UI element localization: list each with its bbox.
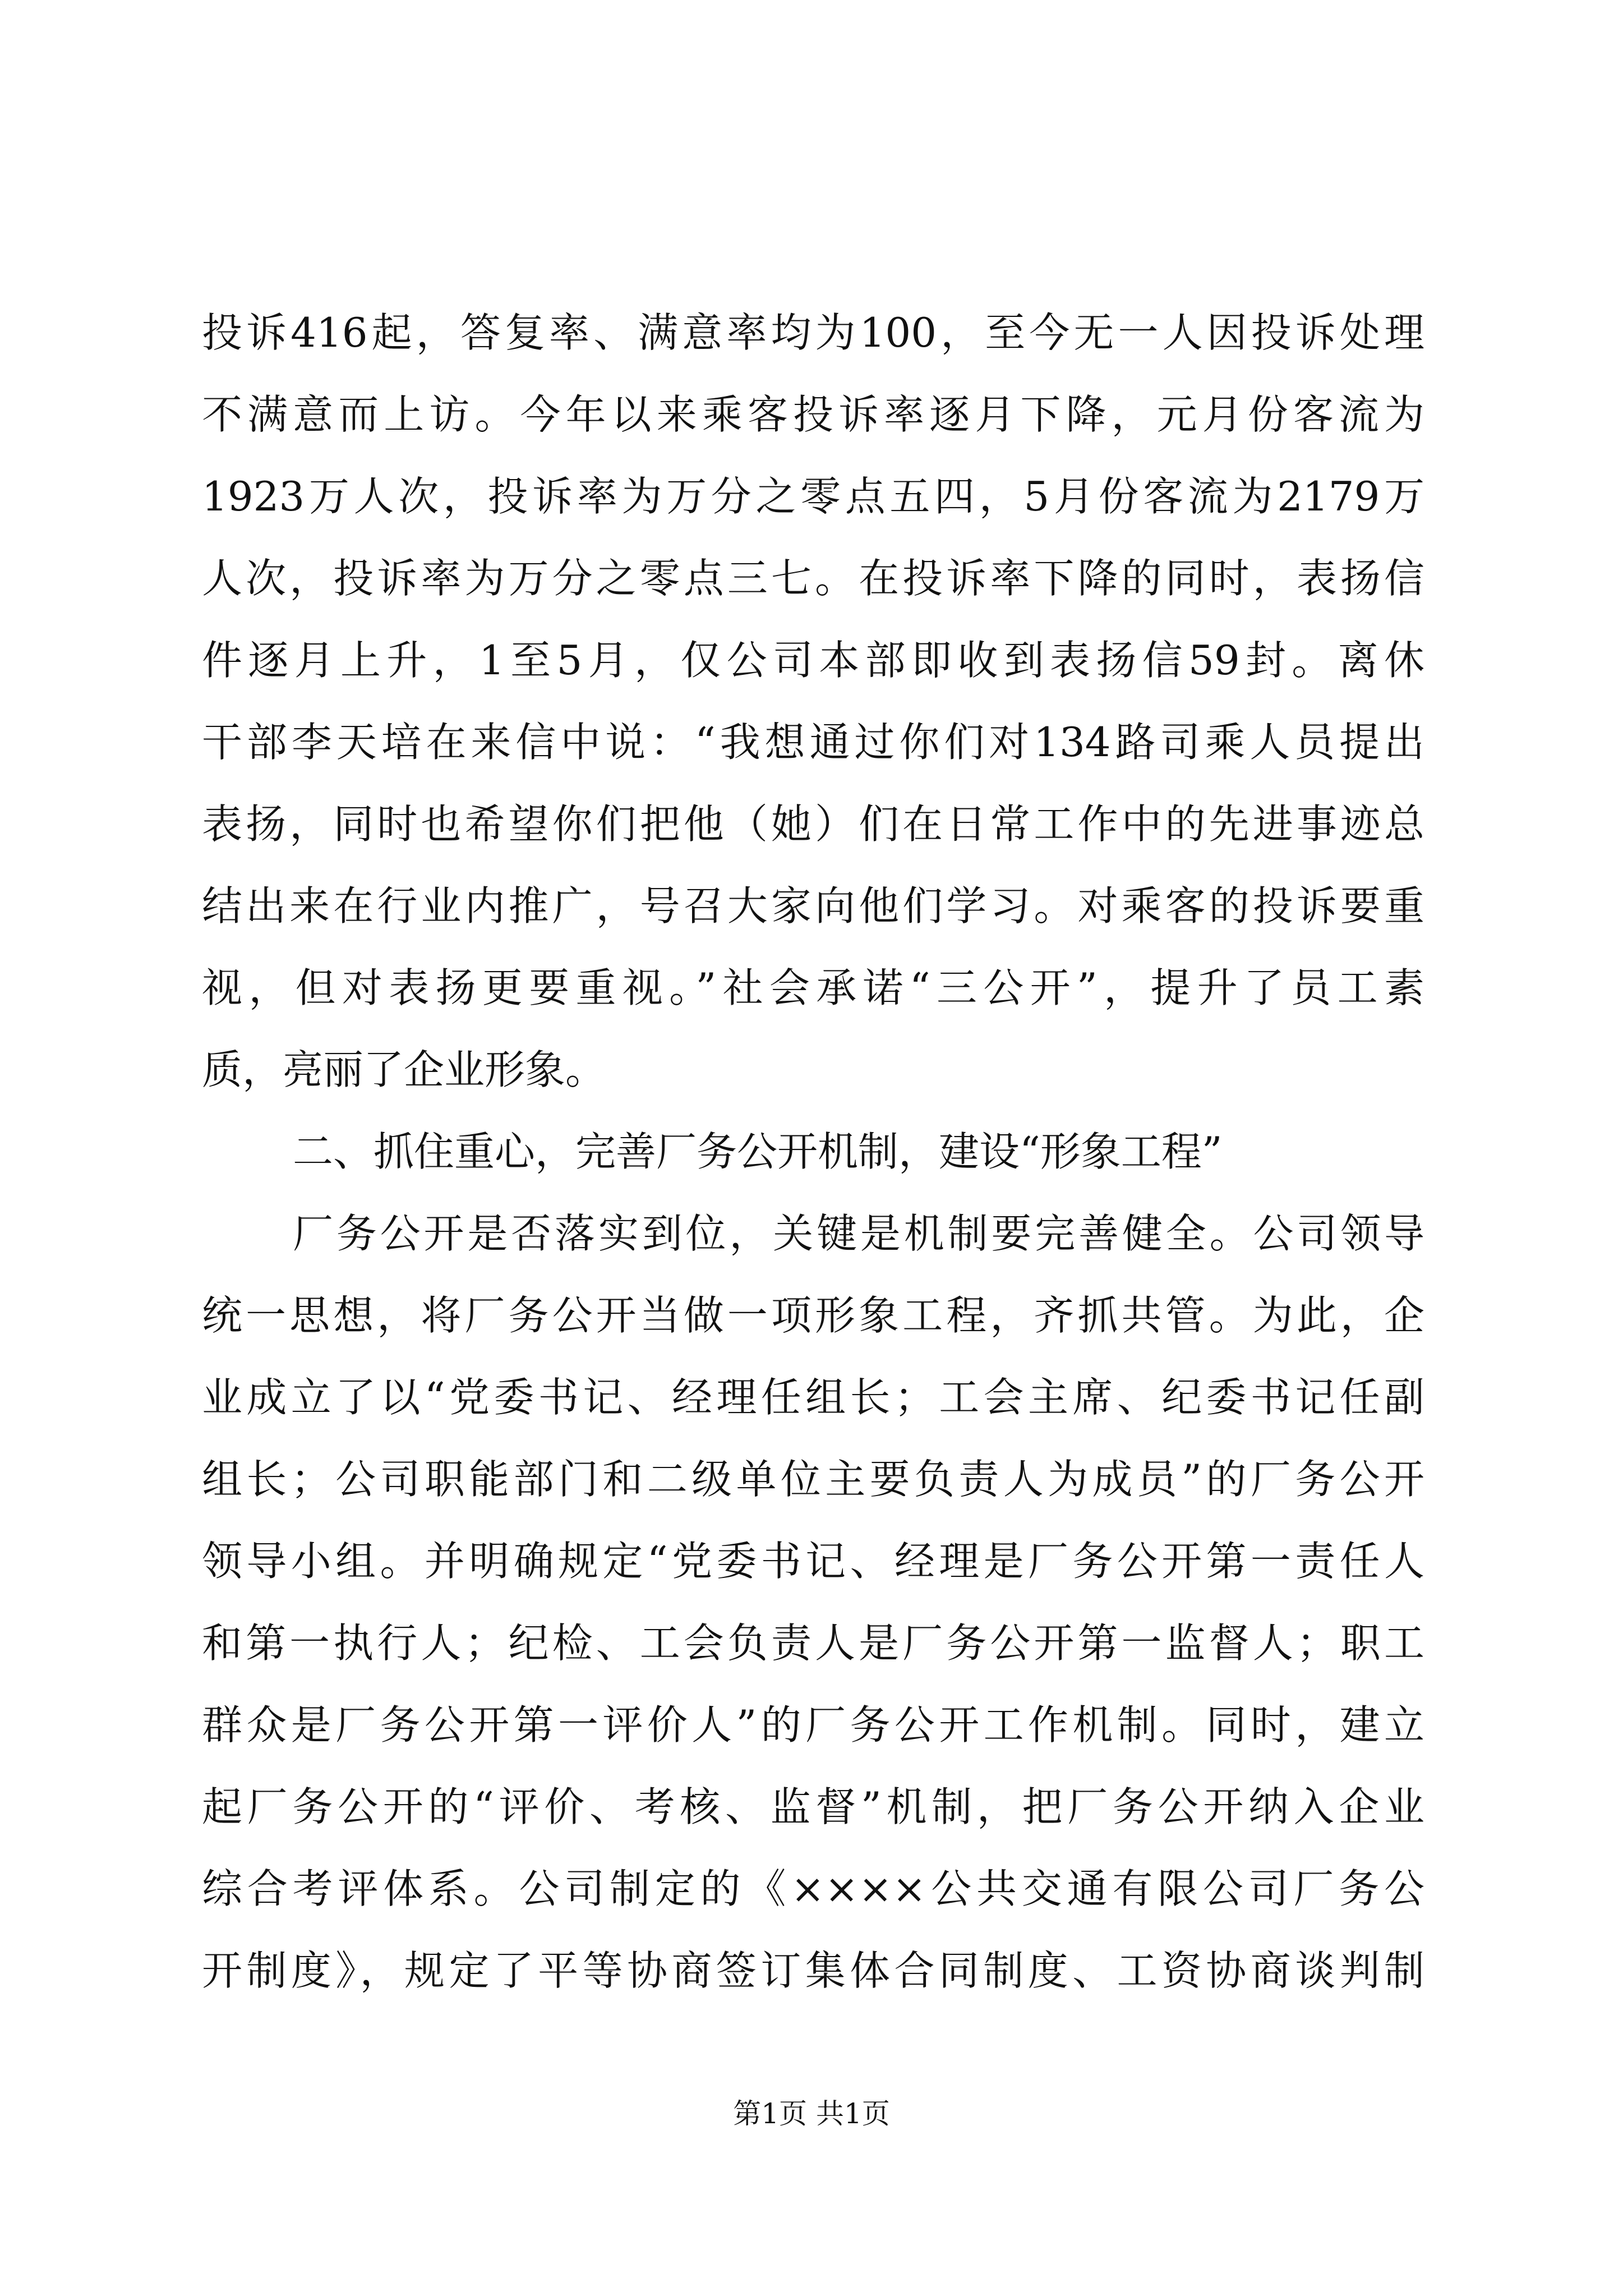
body-line: 起厂务公开的“评价、考核、监督”机制，把厂务公开纳入企业	[202, 1783, 1424, 1830]
body-line: 结出来在行业内推广，号召大家向他们学习。对乘客的投诉要重	[202, 882, 1424, 930]
body-line: 质，亮丽了企业形象。	[202, 1046, 606, 1093]
document-body	[202, 292, 1424, 2012]
page-footer: 第1页 共1页	[733, 2097, 890, 2130]
body-line: 组长；公司职能部门和二级单位主要负责人为成员”的厂务公开	[202, 1456, 1424, 1503]
body-line: 群众是厂务公开第一评价人”的厂务公开工作机制。同时，建立	[202, 1701, 1424, 1749]
body-line: 视，但对表扬更要重视。”社会承诺“三公开”，提升了员工素	[202, 964, 1424, 1011]
body-line: 表扬，同时也希望你们把他（她）们在日常工作中的先进事迹总	[202, 800, 1424, 848]
body-line: 业成立了以“党委书记、经理任组长；工会主席、纪委书记任副	[202, 1374, 1424, 1421]
body-line: 统一思想，将厂务公开当做一项形象工程，齐抓共管。为此，企	[202, 1292, 1424, 1339]
body-line: 1923万人次，投诉率为万分之零点五四，5月份客流为2179万	[202, 473, 1424, 520]
section-heading: 二、抓住重心，完善厂务公开机制，建设“形象工程”	[293, 1128, 1223, 1175]
body-line: 投诉416起，答复率、满意率均为100，至今无一人因投诉处理	[202, 309, 1424, 356]
body-line: 不满意而上访。今年以来乘客投诉率逐月下降，元月份客流为	[202, 391, 1424, 438]
paragraph-first-line: 厂务公开是否落实到位，关键是机制要完善健全。公司领导	[293, 1210, 1424, 1257]
body-line: 干部李天培在来信中说：“我想通过你们对134路司乘人员提出	[202, 719, 1424, 766]
body-line: 和第一执行人；纪检、工会负责人是厂务公开第一监督人；职工	[202, 1619, 1424, 1667]
body-line: 领导小组。并明确规定“党委书记、经理是厂务公开第一责任人	[202, 1538, 1424, 1585]
body-line: 开制度》，规定了平等协商签订集体合同制度、工资协商谈判制	[202, 1947, 1424, 1994]
body-line: 人次，投诉率为万分之零点三七。在投诉率下降的同时，表扬信	[202, 555, 1424, 602]
body-line: 综合考评体系。公司制定的《××××公共交通有限公司厂务公	[202, 1865, 1424, 1912]
body-line: 件逐月上升，1至5月，仅公司本部即收到表扬信59封。离休	[202, 637, 1424, 684]
